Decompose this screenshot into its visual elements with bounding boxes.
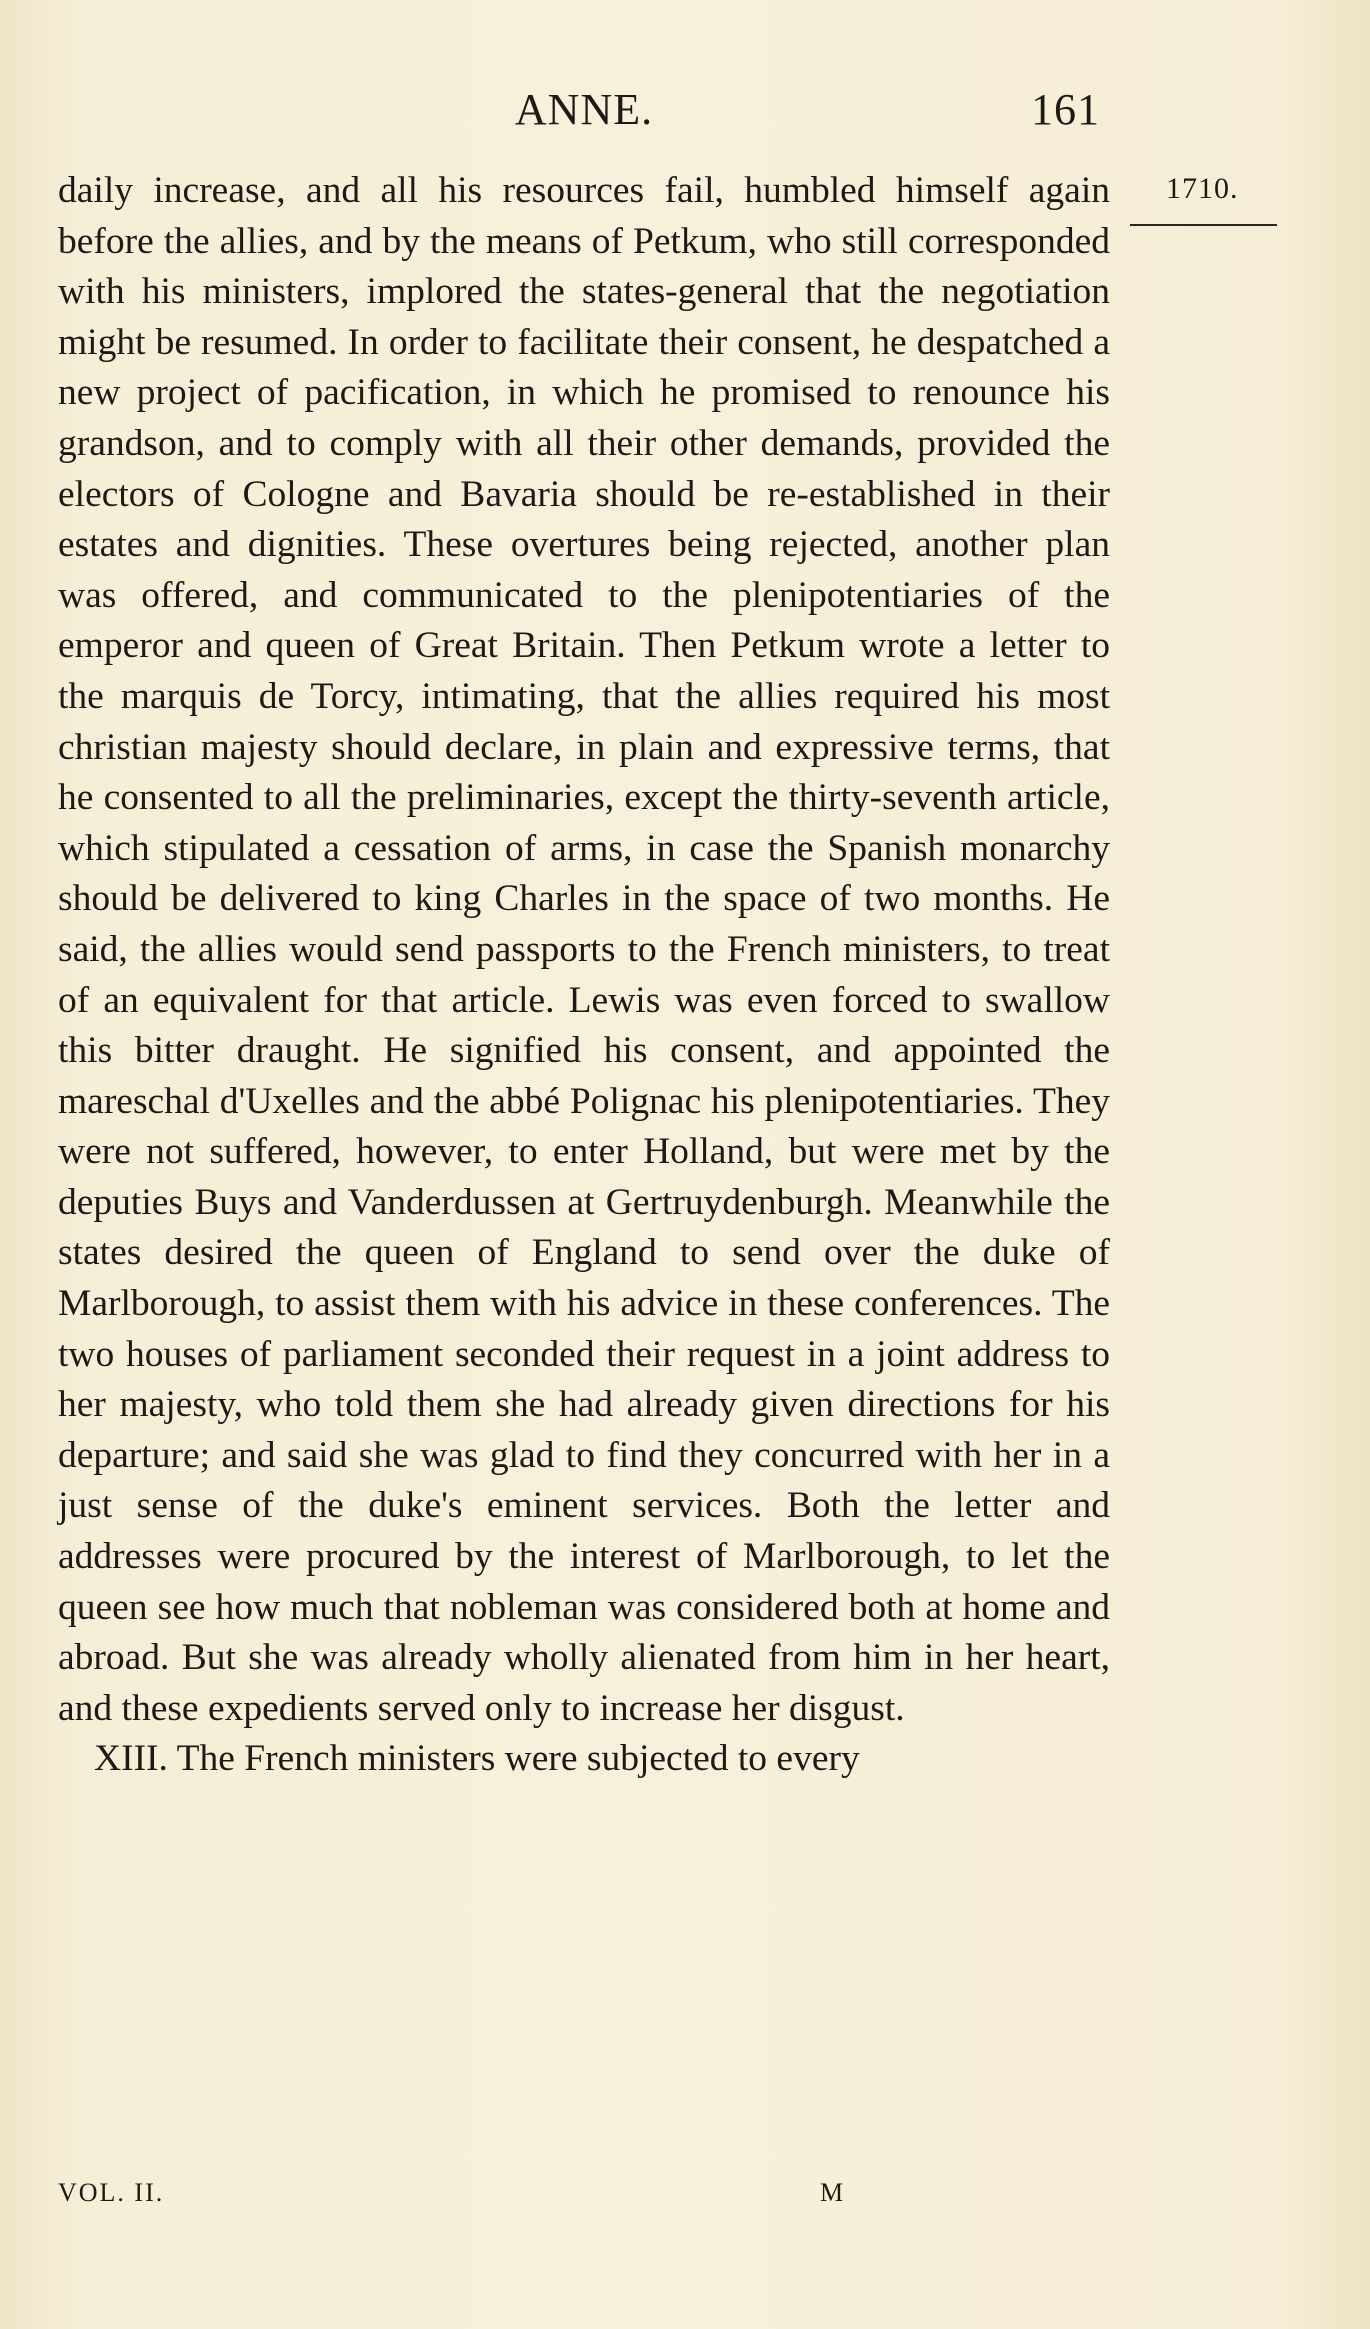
page-footer — [58, 2178, 1110, 2218]
page-number: 161 — [1031, 85, 1100, 134]
paragraph-2: XIII. The French ministers were subjected to every — [94, 1738, 860, 1780]
margin-rule — [1130, 224, 1277, 226]
paragraph-1: daily increase, and all his resources fail, humbled himself again before the allies, and by the means of Petkum, who still corresponded with his ministers, implored the states-general that the negotiation might be resumed. In order to facilitate their consent, he despatched a new project of pacification, in which he promised to renounce his grandson, and to comply with all their other demands, provided the electors of Cologne and Bavaria should be re-established in their estates and dignities. These overtures being rejected, another plan was offered, and communicated to the plenipotentiaries of the emperor and queen of Great Britain. Then Petkum wrote a letter to the marquis de Torcy, intimating, that the allies required his most christian majesty should declare, in plain and expressive terms, that he consented to all the preliminaries, except the thirty-seventh article, which stipulated a cessation of arms, in case the Spanish monarchy should be delivered to king Charles in the space of two months. He said, the allies would send passports to the French ministers, to treat of an equivalent for that article. Lewis was even forced to swallow this bitter draught. He signified his consent, and appointed the mareschal d'Uxelles and the abbé Polignac his plenipotentiaries. They were not suffered, however, to enter Holland, but were met by the deputies Buys and Vanderdussen at Gertruydenburgh. Meanwhile the states desired the queen of England to send over the duke of Marlborough, to assist them with his advice in these conferences. The two houses of parliament seconded their request in a joint address to her majesty, who told them she had already given directions for his departure; and said she was glad to find they concurred with her in a just sense of the duke's eminent services. Both the letter and addresses were procured by the interest of Marlborough, to let the queen see how much that nobleman was considered both at home and abroad. But she was already wholly alienated from him in her heart, and these expedients served only to increase her disgust. — [58, 170, 1110, 1729]
running-head — [58, 84, 1110, 144]
running-title: ANNE. — [514, 85, 654, 134]
volume-label: VOL. II. — [58, 2178, 165, 2207]
margin-year-note: 1710. — [1166, 172, 1239, 205]
body-text — [58, 166, 1110, 1785]
signature-mark: M — [820, 2178, 846, 2207]
